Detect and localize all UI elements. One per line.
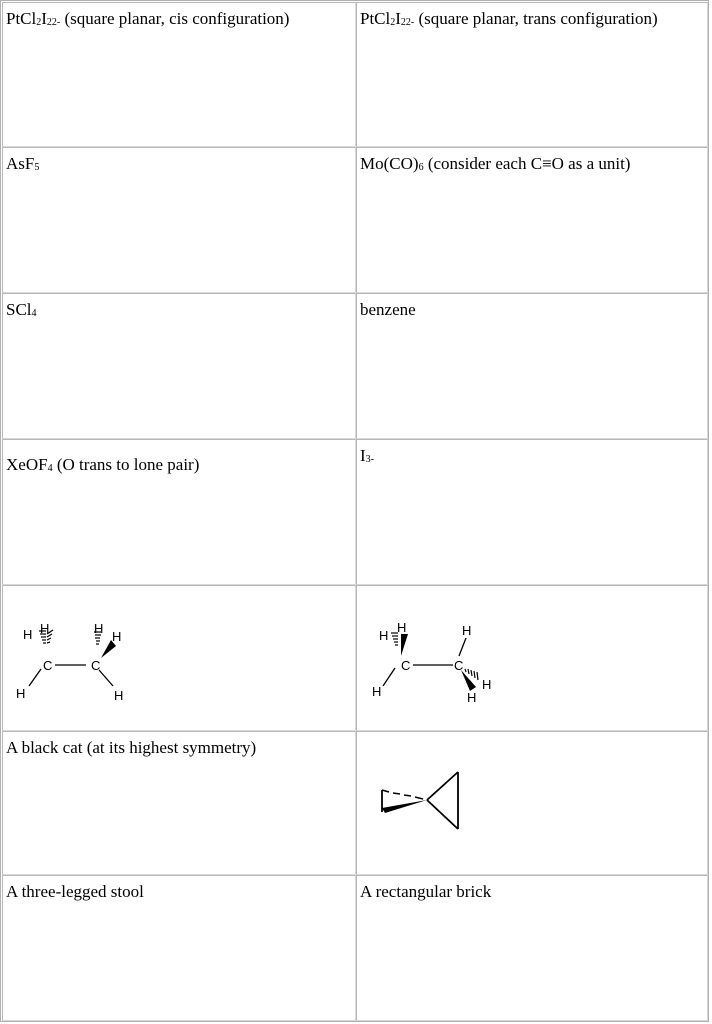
cell-label: A three-legged stool <box>6 882 144 901</box>
cell-label: A rectangular brick <box>360 882 492 901</box>
atom-hydrogen: H <box>40 621 50 636</box>
cell-ptcl2i2-trans <box>356 2 708 147</box>
c-h-bond <box>99 670 113 686</box>
cell-black-cat <box>2 731 356 875</box>
bicyclic-molecule-drawing <box>357 732 557 872</box>
cell-rectangular-brick <box>356 875 708 1021</box>
cell-three-legged-stool <box>2 875 356 1021</box>
atom-carbon: C <box>401 658 411 673</box>
atom-hydrogen: H <box>16 686 26 701</box>
cell-i3-anion <box>356 439 708 585</box>
ring-bond <box>427 800 458 829</box>
ring-bond <box>427 772 458 800</box>
cell-bicyclic-drawing <box>356 731 708 875</box>
c-h-bond <box>459 638 466 656</box>
cell-label: SCl$_4$ <box>6 300 37 319</box>
cell-label: AsF$_5$ <box>6 154 40 173</box>
cell-xeof4 <box>2 439 356 585</box>
atom-hydrogen: H <box>467 690 477 705</box>
cell-label: XeOF$_4$ (O trans to lone pair) <box>6 455 200 474</box>
atom-hydrogen: H <box>114 688 124 703</box>
cell-label: $Mo(CO)_6$ (consider each C≡O as a unit) <box>360 154 631 173</box>
atom-carbon: C <box>454 658 464 673</box>
cell-mo-co-6 <box>356 147 708 293</box>
atom-hydrogen: H <box>23 627 33 642</box>
cell-asf5 <box>2 147 356 293</box>
cell-label: benzene <box>360 300 416 319</box>
cell-scl4 <box>2 293 356 439</box>
cell-ptcl2i2-cis <box>2 2 356 147</box>
wedge-bond <box>401 634 408 656</box>
atom-carbon: C <box>43 658 53 673</box>
atom-hydrogen: H <box>379 628 389 643</box>
atom-hydrogen: H <box>112 629 122 644</box>
dashed-bond <box>382 790 423 799</box>
cell-ethane-eclipsed <box>2 585 356 731</box>
atom-carbon: C <box>91 658 101 673</box>
cell-ethane-staggered <box>356 585 708 731</box>
cell-label: $PtCl_2I_{22-}$ (square planar, trans configuration) <box>360 9 658 28</box>
staggered-ethane-drawing <box>357 586 557 726</box>
wedge-bond <box>382 800 427 813</box>
cell-label: $I_{3-}$ <box>360 446 375 465</box>
atom-hydrogen: H <box>397 620 407 635</box>
cell-label: $PtCl_2I_{22-}$ (square planar, cis configuration) <box>6 9 290 28</box>
cell-label: A black cat (at its highest symmetry) <box>6 738 257 757</box>
atom-hydrogen: H <box>372 684 382 699</box>
c-h-bond <box>383 668 395 686</box>
atom-hydrogen: H <box>462 623 472 638</box>
atom-hydrogen: H <box>482 677 492 692</box>
cell-benzene <box>356 293 708 439</box>
atom-hydrogen: H <box>94 621 104 636</box>
eclipsed-ethane-drawing <box>3 586 203 726</box>
c-h-bond <box>29 669 41 686</box>
